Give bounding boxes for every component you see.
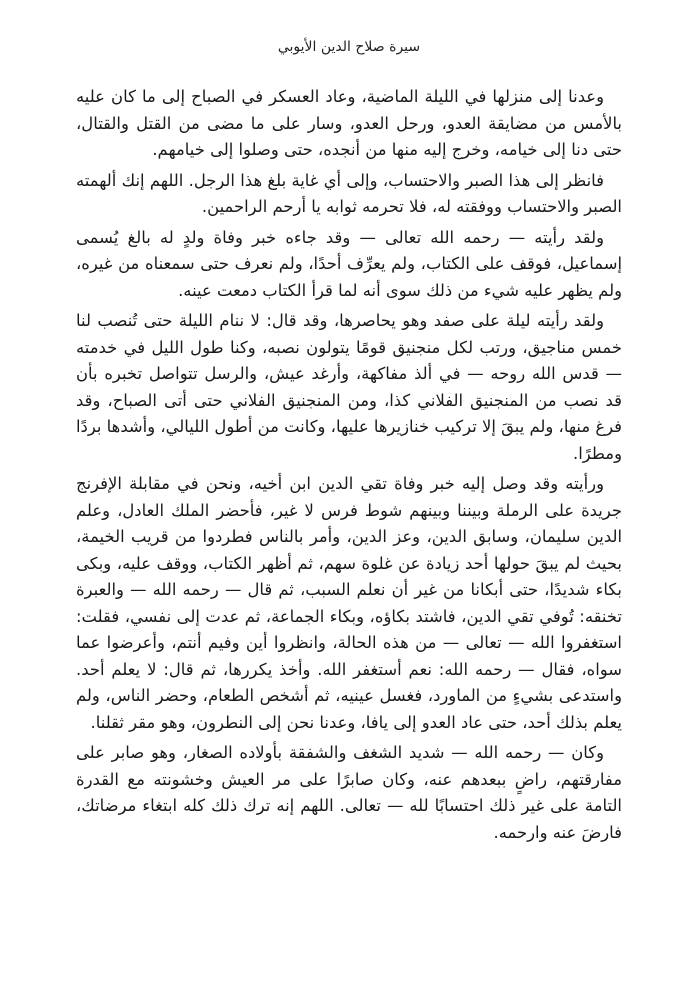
body-text [76, 84, 622, 846]
paragraph: فانظر إلى هذا الصبر والاحتساب، وإلى أي غاية بلغ هذا الرجل. اللهم إنك ألهمته الصبر والاحتساب ووفقته له، فلا تحرمه ثوابه يا أرحم الراحمين. [76, 170, 622, 216]
paragraph: وعدنا إلى منزلها في الليلة الماضية، وعاد العسكر في الصباح إلى ما كان عليه بالأمس من مضايقة العدو، ورحل العدو، وسار على ما مضى من القتل والقتال، حتى دنا إلى خيامه، وخرج إليه منها من أنجده، حتى وصلوا إلى خيامهم. [76, 87, 622, 159]
paragraph: ولقد رأيته ليلة على صفد وهو يحاصرها، وقد قال: لا ننام الليلة حتى تُنصب لنا خمس مناجيق، ورتب لكل منجنيق قومًا يتولون نصبه، وكنا طول الليل في خدمته — قدس الله روحه — في ألذ مفاكهة، وأرغد عيش، والرسل تتواصل تخبره بأن قد نصب من المنجنيق الفلاني كذا، ومن المنجنيق الفلاني حتى أتى الصباح، وقد فرغ منها، ولم يبقَ إلا تركيب خنازيرها عليها، وكانت من أطول الليالي، وأشدها بردًا ومطرًا. [76, 311, 622, 463]
running-header-title: سيرة صلاح الدين الأيوبي [277, 39, 421, 55]
paragraph: وكان — رحمه الله — شديد الشغف والشفقة بأولاده الصغار، وهو صابر على مفارقتهم، راضٍ ببعدهم عنه، وكان صابرًا على مر العيش وخشونته مع القدرة التامة على غير ذلك احتسابًا لله — تعالى. اللهم إنه ترك ذلك كله ابتغاء مرضاتك، فارضَ عنه وارحمه. [76, 743, 622, 842]
paragraph: ولقد رأيته — رحمه الله تعالى — وقد جاءه خبر وفاة ولدٍ له بالغ يُسمى إسماعيل، فوقف على الكتاب، ولم يعرِّف أحدًا، ولم نعرف حتى سمعناه من غيره، ولم يظهر عليه شيء من ذلك سوى أنه لما قرأ الكتاب دمعت عينه. [76, 227, 622, 300]
paragraph: ورأيته وقد وصل إليه خبر وفاة تقي الدين ابن أخيه، ونحن في مقابلة الإفرنج جريدة على الرملة وبيننا وبينهم شوط فرس لا غير، فأحضر الملك العادل، وعلم الدين سليمان، وسابق الدين، وعز الدين، وأمر بالناس فطردوا من قريب الخيمة، بحيث لم يبقَ حولها أحد زيادة عن غلوة سهم، ثم أظهر الكتاب، ووقف عليه، وبكى بكاء شديدًا، حتى أبكانا من غير أن نعلم السبب، ثم قال — رحمه الله — والعبرة تخنقه: تُوفي تقي الدين، فاشتد بكاؤه، وبكاء الجماعة، ثم عدت إلى نفسي، فقلت: استغفروا الله — تعالى — من هذه الحالة، وانظروا أين وفيم أنتم، وأعرضوا عما سواه، فقال — رحمه الله: نعم أستغفر الله. وأخذ يكررها، ثم قال: لا يعلم أحد. واستدعى بشيءٍ من الماورد، فغسل عينيه، ثم أشخص الطعام، وحضر الناس، ولم يعلم بذلك أحد، حتى عاد العدو إلى يافا، وعدنا نحن إلى النطرون، وهو مقر ثقلنا. [76, 474, 622, 732]
